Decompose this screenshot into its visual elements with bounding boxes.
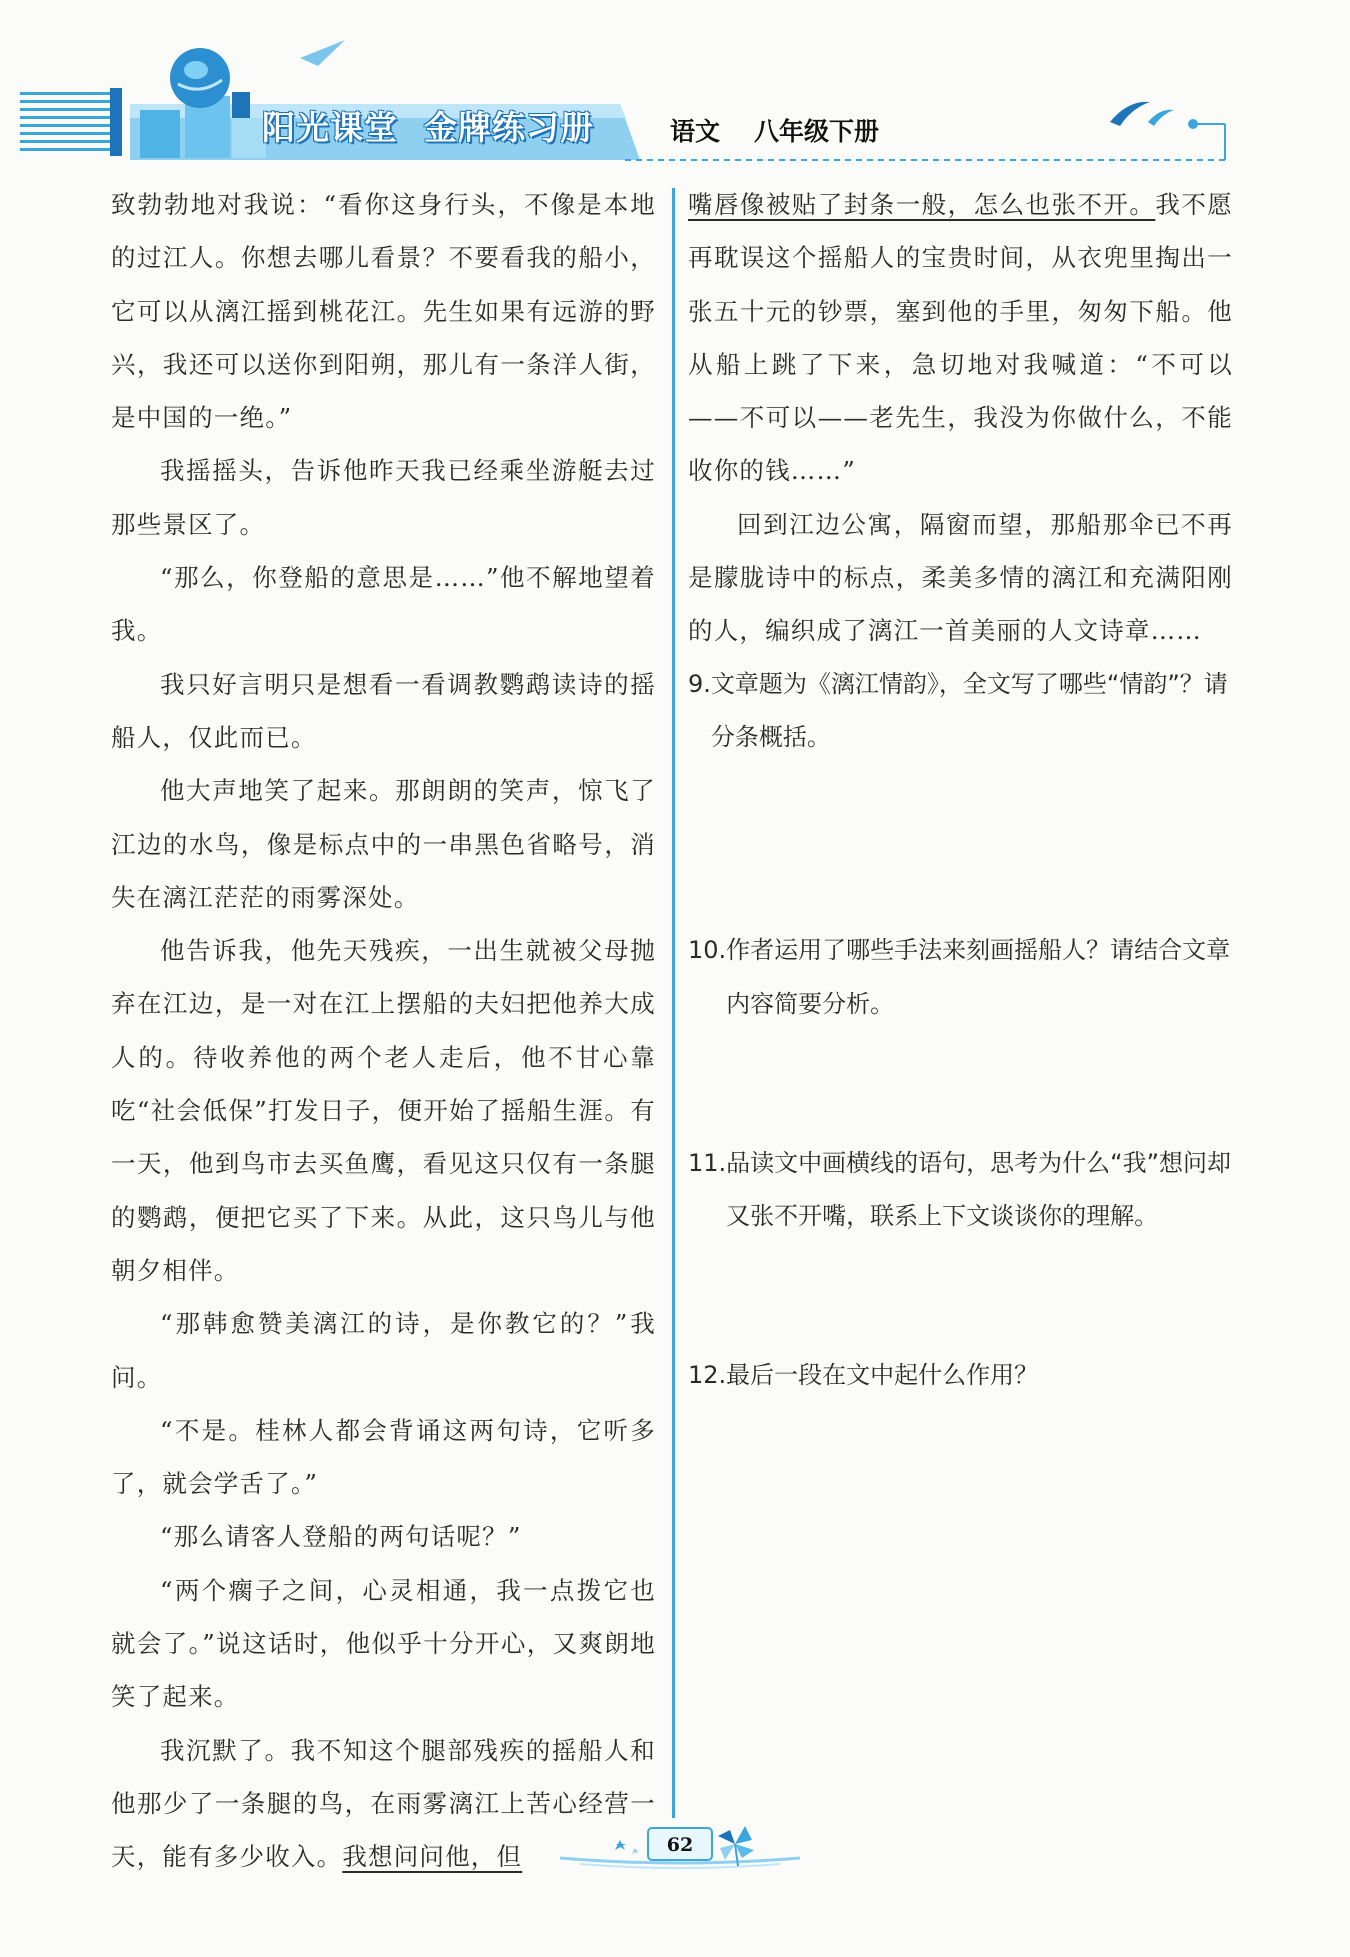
brand-name: 阳光课堂 [262, 107, 398, 147]
book-subject [670, 112, 879, 148]
header-decoration [0, 0, 1350, 175]
header-stripes [20, 88, 122, 156]
paragraph [688, 178, 1233, 498]
question-number: 9. [688, 669, 711, 698]
question-number: 11. [688, 1148, 727, 1177]
answer-space[interactable] [688, 1243, 1233, 1349]
paragraph: 我只好言明只是想看一看调教鹦鹉读诗的摇船人，仅此而已。 [111, 669, 656, 752]
paragraph: 致勃勃地对我说：“看你这身行头，不像是本地的过江人。你想去哪儿看景？不要看我的船小，它可以从漓江摇到桃花江。先生如果有远游的野兴，我还可以送你到阳朔，那儿有一条洋人街，是中国的一绝。” [111, 190, 656, 433]
underlined-sentence: 嘴唇像被贴了封条一般，怎么也张不开。 [688, 190, 1156, 219]
globe-icon [140, 48, 266, 158]
brand-series: 金牌练习册 [424, 107, 594, 147]
brand-title [262, 100, 594, 150]
subject-label: 语文 [670, 117, 721, 146]
seagull-icon [1110, 102, 1174, 126]
paragraph: “那么请客人登船的两句话呢？” [160, 1522, 522, 1552]
question-number: 12. [688, 1361, 727, 1390]
answer-space[interactable] [688, 1031, 1233, 1137]
paragraph: “那么，你登船的意思是……”他不解地望着我。 [111, 563, 656, 646]
page-header [0, 0, 1350, 175]
question-11 [688, 1137, 1233, 1244]
question-text: 品读文中画横线的语句，思考为什么“我”想问却又张不开嘴，联系上下文谈谈你的理解。 [726, 1148, 1232, 1231]
paragraph: “不是。桂林人都会背诵这两句诗，它听多了，就会学舌了。” [111, 1415, 656, 1499]
star-icon [615, 1840, 639, 1854]
question-text: 最后一段在文中起什么作用？ [726, 1361, 1039, 1390]
paragraph: 我摇摇头，告诉他昨天我已经乘坐游艇去过那些景区了。 [111, 456, 656, 539]
answer-space[interactable] [688, 764, 1233, 924]
paragraph: 回到江边公寓，隔窗而望，那船那伞已不再是朦胧诗中的标点，柔美多情的漓江和充满阳刚的人，编织成了漓江一首美丽的人文诗章…… [688, 509, 1233, 646]
question-text: 作者运用了哪些手法来刻画摇船人？请结合文章内容简要分析。 [726, 936, 1231, 1018]
question-9 [688, 658, 1233, 765]
underlined-sentence: 我想问问他，但 [342, 1842, 523, 1872]
left-column [111, 178, 656, 1884]
right-column [688, 178, 1233, 1603]
paragraph-text: 我沉默了。我不知这个腿部残疾的摇船人和他那少了一条腿的鸟，在雨雾漓江上苦心经营一天，能有多少收入。 [111, 1735, 656, 1872]
paragraph: “那韩愈赞美漓江的诗，是你教它的？”我问。 [111, 1309, 656, 1392]
paragraph: 他大声地笑了起来。那朗朗的笑声，惊飞了江边的水鸟，像是标点中的一串黑色省略号，消失在漓江茫茫的雨雾深处。 [111, 776, 656, 912]
question-12 [688, 1349, 1233, 1402]
paragraph-text: 我不愿再耽误这个摇船人的宝贵时间，从衣兜里掏出一张五十元的钞票，塞到他的手里，匆匆下船。他从船上跳了下来，急切地对我喊道：“不可以——不可以——老先生，我没为你做什么，不能收你的钱……” [688, 190, 1233, 486]
question-number: 10. [688, 936, 727, 965]
question-text: 文章题为《漓江情韵》，全文写了哪些“情韵”？请分条概括。 [710, 669, 1228, 751]
paper-plane-icon [300, 40, 345, 66]
answer-space[interactable] [688, 1403, 1233, 1603]
question-10 [688, 924, 1233, 1031]
paragraph: 他告诉我，他先天残疾，一出生就被父母抛弃在江边，是一对在江上摆船的夫妇把他养大成人的。待收养他的两个老人走后，他不甘心靠吃“社会低保”打发日子，便开始了摇船生涯。有一天，他到鸟市去买鱼鹰，看见这只仅有一条腿的鹦鹉，便把它买了下来。从此，这只鸟儿与他朝夕相伴。 [111, 936, 656, 1285]
paragraph: “两个瘸子之间，心灵相通，我一点拨它也就会了。”说这话时，他似乎十分开心，又爽朗地笑了起来。 [111, 1575, 656, 1712]
column-divider [672, 188, 675, 1818]
page-footer [540, 1820, 820, 1880]
grade-label: 八年级下册 [754, 117, 880, 146]
page-number: 62 [666, 1834, 694, 1856]
